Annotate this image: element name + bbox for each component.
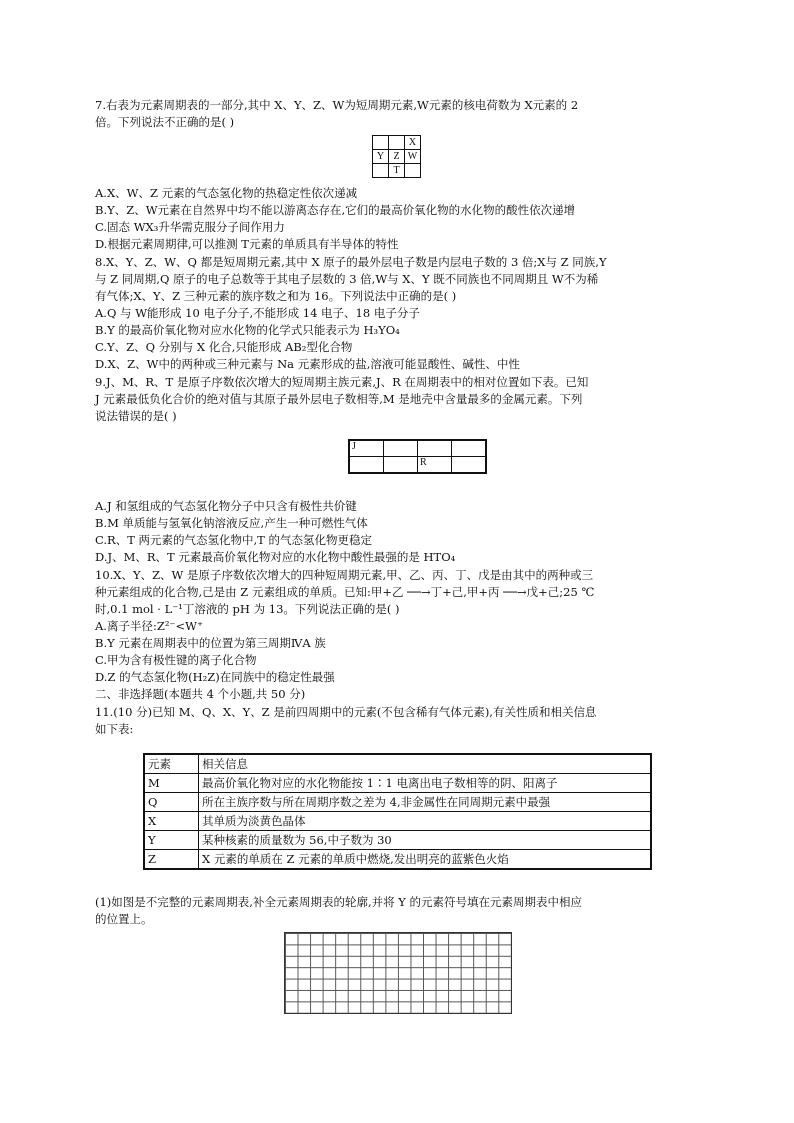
table-cell: Q — [144, 793, 199, 812]
q9-stem-line1: 9.J、M、R、T 是原子序数依次增大的短周期主族元素,J、R 在周期表中的相对位置如下表。已知 — [95, 375, 589, 389]
q9-option-a: A.J 和氢组成的气态氢化物分子中只含有极性共价键 — [95, 499, 357, 513]
q7-cell: Z — [389, 150, 405, 164]
table-cell: 最高价氧化物对应的水化物能按 1∶1 电离出电子数相等的阴、阳离子 — [199, 774, 652, 793]
q9-option-d: D.J、M、R、T 元素最高价氧化物对应的水化物中酸性最强的是 HTO₄ — [95, 550, 456, 564]
q9-cell: J — [349, 440, 384, 457]
q7-option-a: A.X、W、Z 元素的气态氢化物的热稳定性依次递减 — [95, 186, 358, 200]
q9-cell — [452, 440, 487, 457]
table-cell: 其单质为淡黄色晶体 — [199, 812, 652, 831]
q7-cell: W — [405, 150, 421, 164]
q7-periodic-fragment — [372, 135, 421, 178]
q7-cell: Y — [373, 150, 389, 164]
q8-option-b: B.Y 的最高价氧化物对应水化物的化学式只能表示为 H₃YO₄ — [95, 323, 400, 337]
q9-option-b: B.M 单质能与氢氧化钠溶液反应,产生一种可燃性气体 — [95, 516, 368, 530]
q10-option-a: A.离子半径:Z²⁻<W⁺ — [95, 619, 204, 633]
q10-option-c: C.甲为含有极性键的离子化合物 — [95, 653, 257, 667]
q7-option-d: D.根据元素周期律,可以推测 T元素的单质具有半导体的特性 — [95, 237, 399, 251]
q7-option-b: B.Y、Z、W元素在自然界中均不能以游离态存在,它们的最高价氧化物的水化物的酸性依次递增 — [95, 203, 576, 217]
q8-stem-line2: 与 Z 同周期,Q 原子的电子总数等于其电子层数的 3 倍,W与 X、Y 既不同族也不同周期且 W不为稀 — [95, 272, 599, 286]
q10-option-b: B.Y 元素在周期表中的位置为第三周期ⅣA 族 — [95, 636, 326, 650]
table-row — [144, 793, 651, 812]
q9-stem-line2: J 元素最低负化合价的绝对值与其原子最外层电子数相等,M 是地壳中含量最多的金属元素。下列 — [95, 392, 583, 406]
q7-cell: X — [405, 136, 421, 150]
q9-stem-line3: 说法错误的是( ) — [95, 409, 177, 423]
q11-part1-line1: (1)如图是不完整的元素周期表,补全元素周期表的轮廓,并将 Y 的元素符号填在元素周期表中相应 — [95, 895, 582, 909]
table-cell: 某种核素的质量数为 56,中子数为 30 — [199, 831, 652, 850]
q9-cell — [384, 440, 418, 457]
q9-cell — [418, 440, 452, 457]
q8-stem-line3: 有气体;X、Y、Z 三种元素的族序数之和为 16。下列说法中正确的是( ) — [95, 289, 457, 303]
q7-cell — [389, 136, 405, 150]
table-cell: Z — [144, 850, 199, 870]
q9-position-table — [348, 439, 487, 474]
table-cell: 所在主族序数与所在周期序数之差为 4,非金属性在同周期元素中最强 — [199, 793, 652, 812]
q11-info-table — [143, 753, 652, 870]
q11-stem-line2: 如下表: — [95, 722, 134, 736]
q8-option-c: C.Y、Z、Q 分别与 X 化合,只能形成 AB₂型化合物 — [95, 340, 353, 354]
q10-stem-line3: 时,0.1 mol · L⁻¹丁溶液的 pH 为 13。下列说法正确的是( ) — [95, 602, 400, 616]
table-cell: X 元素的单质在 Z 元素的单质中燃烧,发出明亮的蓝紫色火焰 — [199, 850, 652, 870]
blank-periodic-table-grid — [284, 932, 512, 1014]
q7-option-c: C.固态 WX₃升华需克服分子间作用力 — [95, 220, 285, 234]
q10-stem-line1: 10.X、Y、Z、W 是原子序数依次增大的四种短周期元素,甲、乙、丙、丁、戊是由其中的两种或三 — [95, 568, 594, 582]
q9-cell — [384, 457, 418, 474]
q9-cell: R — [418, 457, 452, 474]
q7-stem-line2: 倍。下列说法不正确的是( ) — [95, 115, 235, 129]
table-row — [144, 812, 651, 831]
q11-stem-line1: 11.(10 分)已知 M、Q、X、Y、Z 是前四周期中的元素(不包含稀有气体元素),有关性质和相关信息 — [95, 705, 597, 719]
q9-cell — [452, 457, 487, 474]
q7-cell — [405, 164, 421, 178]
q10-option-d: D.Z 的气态氢化物(H₂Z)在同族中的稳定性最强 — [95, 670, 335, 684]
q7-cell — [373, 164, 389, 178]
q7-stem-line1: 7.右表为元素周期表的一部分,其中 X、Y、Z、W为短周期元素,W元素的核电荷数为 X元素的 2 — [95, 98, 579, 112]
table-header: 相关信息 — [199, 754, 652, 774]
q7-cell — [373, 136, 389, 150]
q11-part1-line2: 的位置上。 — [95, 912, 153, 926]
table-row — [144, 850, 651, 870]
section-heading: 二、非选择题(本题共 4 个小题,共 50 分) — [95, 687, 306, 701]
q9-cell — [349, 457, 384, 474]
q8-option-d: D.X、Z、W中的两种或三种元素与 Na 元素形成的盐,溶液可能显酸性、碱性、中性 — [95, 357, 520, 371]
q7-cell: T — [389, 164, 405, 178]
q8-stem-line1: 8.X、Y、Z、W、Q 都是短周期元素,其中 X 原子的最外层电子数是内层电子数的 3 倍;X与 Z 同族,Y — [95, 255, 607, 269]
table-header: 元素 — [144, 754, 199, 774]
table-cell: X — [144, 812, 199, 831]
table-row — [144, 774, 651, 793]
q8-option-a: A.Q 与 W能形成 10 电子分子,不能形成 14 电子、18 电子分子 — [95, 306, 420, 320]
table-row — [144, 831, 651, 850]
q10-stem-line2: 种元素组成的化合物,己是由 Z 元素组成的单质。已知:甲+乙 ──→丁+己,甲+丙 ──→戊+己;25 ℃ — [95, 585, 595, 599]
table-cell: Y — [144, 831, 199, 850]
table-cell: M — [144, 774, 199, 793]
q9-option-c: C.R、T 两元素的气态氢化物中,T 的气态氢化物更稳定 — [95, 533, 373, 547]
